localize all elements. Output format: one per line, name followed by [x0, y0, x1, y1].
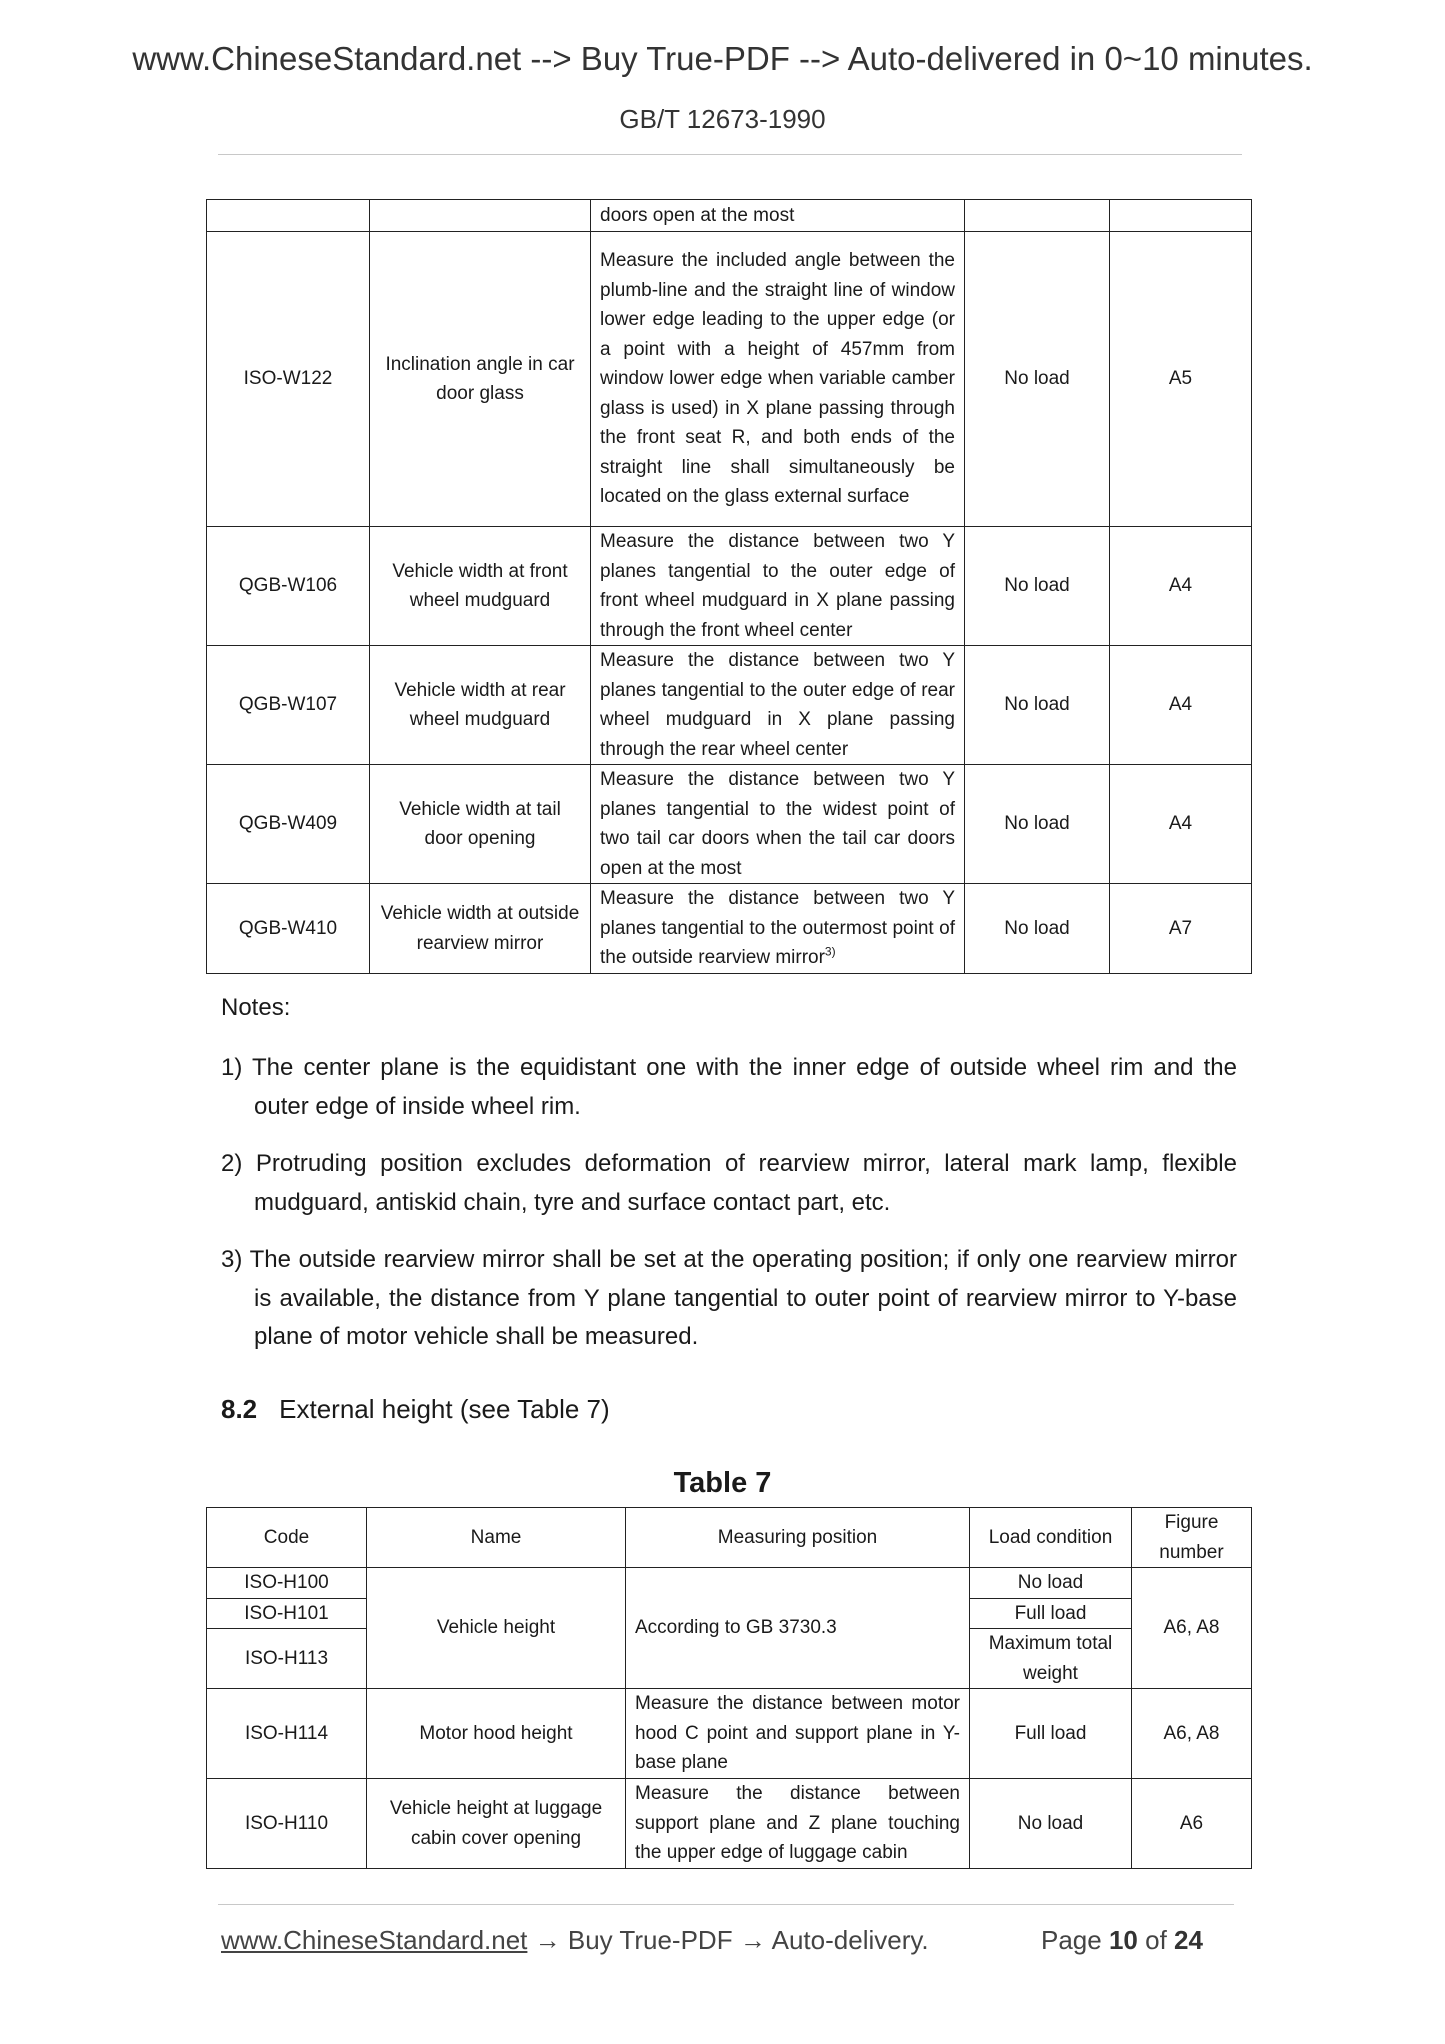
cell-figure: A6, A8	[1132, 1689, 1252, 1779]
cell-position: Measure the distance between support plane and Z plane touching the upper edge of luggage cabin	[626, 1779, 970, 1869]
header-load: Load condition	[970, 1508, 1132, 1568]
section-number: 8.2	[221, 1394, 258, 1424]
cell-position: Measure the distance between two Y planes tangential to the outer edge of front wheel mudguard in X plane passing through the front wheel center	[591, 527, 965, 646]
cell-load	[965, 200, 1110, 232]
cell-code: QGB-W409	[207, 765, 370, 884]
site-link[interactable]: www.ChineseStandard.net	[221, 1925, 528, 1955]
cell-load: Full load	[970, 1598, 1132, 1629]
cell-code: QGB-W410	[207, 884, 370, 974]
site-banner: www.ChineseStandard.net --> Buy True-PDF --> Auto-delivered in 0~10 minutes.	[132, 40, 1313, 77]
table-row	[207, 232, 1252, 527]
cell-position: Measure the distance between two Y planes tangential to the widest point of two tail car doors when the tail car doors open at the most	[591, 765, 965, 884]
buy-text: Buy True-PDF	[567, 1925, 733, 1955]
cell-name: Vehicle height	[367, 1568, 626, 1689]
table-header-row	[207, 1508, 1252, 1568]
arrow-icon: →	[739, 1925, 766, 1955]
cell-code: ISO-H110	[207, 1779, 367, 1869]
cell-load: Maximum total weight	[970, 1629, 1132, 1689]
cell-name	[370, 200, 591, 232]
cell-name: Motor hood height	[367, 1689, 626, 1779]
cell-code: ISO-H114	[207, 1689, 367, 1779]
table-row	[207, 1568, 1252, 1599]
cell-name: Vehicle width at rear wheel mudguard	[370, 646, 591, 765]
cell-figure: A6, A8	[1132, 1568, 1252, 1689]
table-7-title: Table 7	[673, 1467, 772, 1499]
header-position: Measuring position	[626, 1508, 970, 1568]
cell-position: Measure the included angle between the plumb-line and the straight line of window lower edge leading to the upper edge (or a point with a height of 457mm from window lower edge when variable camber glass is used) in X plane passing through the front seat R, and both ends of the straight line shall simultaneously be located on the glass external surface	[591, 232, 965, 527]
cell-position: According to GB 3730.3	[626, 1568, 970, 1689]
table-row	[207, 1779, 1252, 1869]
cell-figure	[1110, 200, 1252, 232]
table-row	[207, 646, 1252, 765]
table-row	[207, 765, 1252, 884]
cell-code: QGB-W106	[207, 527, 370, 646]
cell-name: Vehicle width at front wheel mudguard	[370, 527, 591, 646]
header-divider	[218, 154, 1242, 155]
section-title: External height (see Table 7)	[279, 1394, 610, 1424]
page-number: 10	[1108, 1925, 1138, 1955]
note-item: 1) The center plane is the equidistant one with the inner edge of outside wheel rim and the outer edge of inside wheel rim.	[221, 1054, 1237, 1120]
cell-figure: A4	[1110, 765, 1252, 884]
cell-code: ISO-H100	[207, 1568, 367, 1599]
cell-position: Measure the distance between two Y planes tangential to the outer edge of rear wheel mudguard in X plane passing through the rear wheel center	[591, 646, 965, 765]
cell-load: Full load	[970, 1689, 1132, 1779]
header-name: Name	[367, 1508, 626, 1568]
page-label: Page	[1041, 1925, 1102, 1955]
footnote-ref: 3)	[824, 944, 836, 959]
cell-position-text: Measure the distance between two Y planes tangential to the outermost point of the outside rearview mirror	[600, 888, 955, 969]
cell-load: No load	[965, 232, 1110, 527]
section-heading	[221, 1394, 610, 1425]
cell-load: No load	[965, 527, 1110, 646]
cell-code	[207, 200, 370, 232]
cell-code: ISO-H113	[207, 1629, 367, 1689]
cell-load: No load	[965, 884, 1110, 974]
table-7	[206, 1507, 1252, 1869]
table-row	[207, 1689, 1252, 1779]
table-row	[207, 200, 1252, 232]
cell-name: Vehicle width at outside rearview mirror	[370, 884, 591, 974]
cell-load: No load	[965, 646, 1110, 765]
standard-number: GB/T 12673-1990	[619, 104, 826, 134]
note-item: 3) The outside rearview mirror shall be set at the operating position; if only one rearview mirror is available, the distance from Y plane tangential to outer point of rearview mirror to Y-base plane of motor vehicle shall be measured.	[221, 1246, 1237, 1350]
header-figure: Figure number	[1132, 1508, 1252, 1568]
cell-position: doors open at the most	[591, 200, 965, 232]
cell-position: Measure the distance between motor hood C point and support plane in Y-base plane	[626, 1689, 970, 1779]
cell-figure: A4	[1110, 646, 1252, 765]
cell-name: Inclination angle in car door glass	[370, 232, 591, 527]
footer-divider	[218, 1904, 1234, 1905]
cell-load: No load	[965, 765, 1110, 884]
cell-load: No load	[970, 1779, 1132, 1869]
of-label: of	[1145, 1925, 1167, 1955]
cell-figure: A4	[1110, 527, 1252, 646]
cell-position	[591, 884, 965, 974]
footer-links	[221, 1925, 929, 1956]
cell-code: ISO-W122	[207, 232, 370, 527]
cell-code: QGB-W107	[207, 646, 370, 765]
cell-figure: A5	[1110, 232, 1252, 527]
header-code: Code	[207, 1508, 367, 1568]
page-indicator	[1041, 1925, 1203, 1956]
arrow-icon: →	[534, 1925, 561, 1955]
cell-load: No load	[970, 1568, 1132, 1599]
notes-title: Notes:	[221, 994, 291, 1021]
cell-figure: A6	[1132, 1779, 1252, 1869]
page-total: 24	[1174, 1925, 1203, 1955]
table-row	[207, 884, 1252, 974]
cell-name: Vehicle width at tail door opening	[370, 765, 591, 884]
table-row	[207, 527, 1252, 646]
note-item: 2) Protruding position excludes deformation of rearview mirror, lateral mark lamp, flexible mudguard, antiskid chain, tyre and surface contact part, etc.	[221, 1150, 1237, 1216]
delivery-text: Auto-delivery.	[771, 1925, 929, 1955]
table-6-continued	[206, 199, 1252, 974]
cell-code: ISO-H101	[207, 1598, 367, 1629]
cell-name: Vehicle height at luggage cabin cover opening	[367, 1779, 626, 1869]
cell-figure: A7	[1110, 884, 1252, 974]
